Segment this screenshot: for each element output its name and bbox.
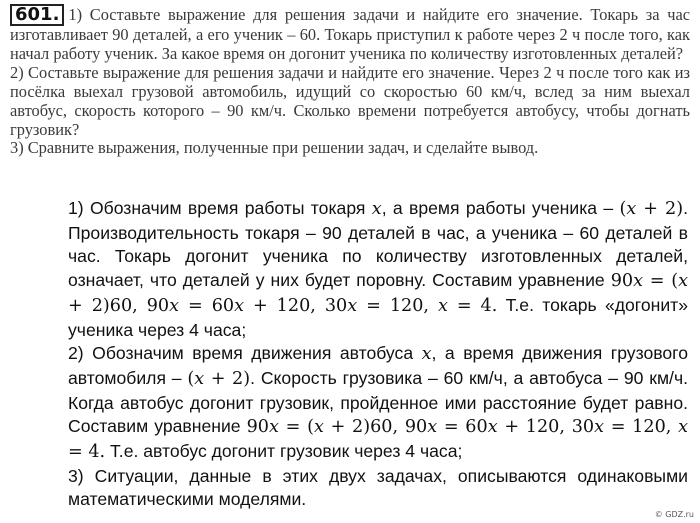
math-expr-x-plus-2: (𝑥 + 2) bbox=[619, 199, 684, 219]
problem-statement bbox=[10, 4, 690, 158]
solution-p1-text-c: . Производительность токаря – 90 деталей в час, а ученика – 60 деталей в час. Токарь догонит ученика по количеству изготовленных деталей, означает, что деталей у них будет поровну. Составим уравнение bbox=[68, 198, 688, 291]
math-var-x: 𝑥 bbox=[371, 199, 382, 219]
problem-part1 bbox=[10, 4, 690, 64]
solution-part3: 3) Ситуации, данные в этих двух задачах, описываются одинаковыми математическими моделями. bbox=[68, 465, 688, 510]
solution-p2-text-b: , а время движения грузового автомобиля – bbox=[68, 343, 688, 388]
site-watermark: © GDZ.ru bbox=[654, 510, 694, 519]
part1-label: 1) Составьте выражение для решения задачи и найдите его значение. bbox=[68, 5, 583, 24]
part2-text: Через 2 ч после того как из посёлка выехал грузовой автомобиль, идущий со скоростью 60 км/ч, вслед за ним выехал автобус, скорость которого – 90 км/ч. Сколько времени потребуется автобусу, чтобы догнать грузовик? bbox=[10, 62, 690, 139]
part2-label: 2) Составьте выражение для решения задачи и найдите его значение. bbox=[10, 62, 495, 82]
solution-p2-text-d: Т.е. автобус догонит грузовик через 4 часа; bbox=[105, 441, 463, 462]
math-var-x: 𝑥 bbox=[421, 344, 432, 365]
solution-part1 bbox=[68, 197, 688, 342]
solution-part2 bbox=[68, 342, 688, 465]
solution-p2-equation: 90𝑥 = (𝑥 + 2)60, 90𝑥 = 60𝑥 + 120, 30𝑥 = 120, 𝑥 = 4. bbox=[68, 417, 689, 463]
solution-p2-text-a: 2) Обозначим время движения автобуса bbox=[68, 343, 422, 364]
math-expr-x-plus-2: (𝑥 + 2) bbox=[187, 368, 251, 389]
solution-p1-text-b: , а время работы ученика – bbox=[381, 198, 620, 218]
solution-p1-text-d: Т.е. токарь «догонит» ученика через 4 часа; bbox=[68, 294, 688, 340]
problem-part2 bbox=[10, 64, 690, 140]
solution-text bbox=[68, 197, 688, 512]
part1-text: Токарь за час изготавливает 90 деталей, а его ученик – 60. Токарь приступил к работе через 2 ч после того, как начал работу ученик. За какое время он догонит ученика по количеству изготовленных деталей? bbox=[10, 5, 690, 63]
solution-p1-equation: 90𝑥 = (𝑥 + 2)60, 90𝑥 = 60𝑥 + 120, 30𝑥 = 120, 𝑥 = 4. bbox=[68, 271, 688, 316]
solution-p1-text-a: 1) Обозначим время работы токаря bbox=[68, 198, 372, 218]
problem-part3: 3) Сравните выражения, полученные при решении задач, и сделайте вывод. bbox=[10, 138, 539, 158]
solution-p2-text-c: . Скорость грузовика – 60 км/ч, а автобуса – 90 км/ч. Когда автобус догонит грузовик, пройденное ими расстояние будет равно. Составим уравнение bbox=[68, 367, 688, 437]
problem-number: 601. bbox=[10, 4, 64, 26]
